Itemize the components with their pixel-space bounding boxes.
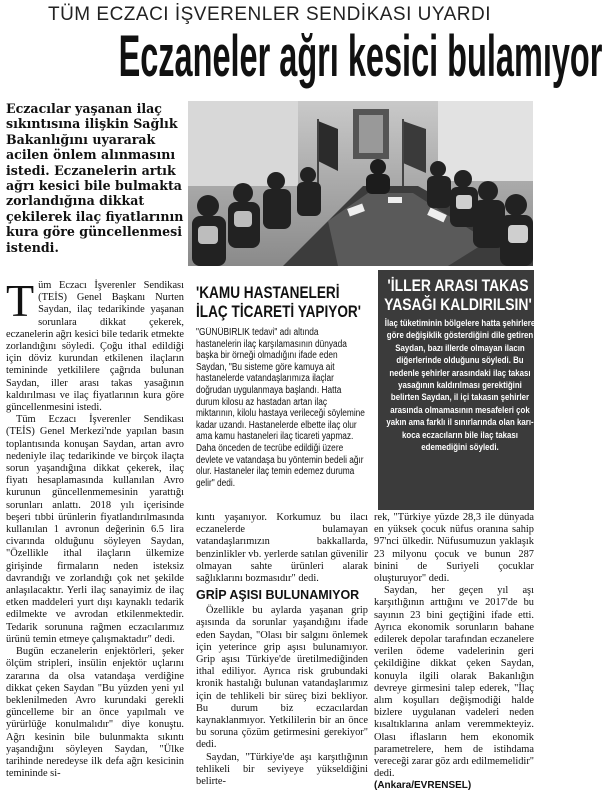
pull-quote: 'KAMU HASTANELERİ İLAÇ TİCARETİ YAPIYOR' [196, 283, 361, 321]
quote-box-hospitals [196, 283, 366, 489]
paragraph: Saydan, her geçen yıl aşı karşıtlığının arttığını ve 2017'de bu sayının 23 bini geçtiğini ifade etti. Ayrıca ekonomik sorunların bahane edilerek depolar tarafından eczanelere verilen ödeme vadelerinin geri çekildiğine dikkat çeken Saydan, konuyla ilgili olarak Bakanlığın devreye girmesini talep ederek, "İlaç alım koşulları değişmodiği halde bizlere uygulanan vadeleri neden kısaltıklarına anlam veremmekteyiz. Olası iflasların hem ekonomik parametrelere, hem de istihdama vereceği zarar göz ardı edilmemelidir" dedi. [374, 585, 535, 780]
paragraph: rek, "Türkiye yüzde 28,3 ile dünyada en yüksek çocuk nüfus oranına sahip 97'nci ülkedir. Nüfusumuzun yaklaşık 23 milyonu çocuk ve bunun 287 binini de Suriyeli çocuklar oluşturuyor" dedi. [374, 512, 534, 585]
spot-text: Eczacılar yaşanan ilaç sıkıntısına ilişkin Sağlık Bakanlığını uyararak acilen önlem alınmasını istedi. Eczanelerin artık ağrı kesici bile bulmakta zorlandığına dikkat çekilerek ilaç fiyatlarının kura göre güncellenmesi istendi. [6, 101, 184, 255]
article-column-3 [374, 512, 534, 793]
article-column-2 [196, 512, 368, 788]
paragraph: Bugün eczanelerin enjektörleri, şeker ölçüm stripleri, insülin enjektör uçlarını zararına da olsa vatandaşa verdiğine dikkat çeken Saydan "Bu yüzden yeni yıl beklenilmeden Avro kurundaki gerekli güncelleme bir an önce yapılmalı ve yürürlüğe konulmalıdır" diye konuştu. Ağrı kesinin bile bulunmakta sıkıntı yaşandığını söyleyen Saydan, "Ülke tarihinde neredeyse ilk defa ağrı kesicinin temininde si- [6, 646, 184, 780]
pull-quote-text: "GÜNÜBİRLİK tedavi" adı altında hastanelerin ilaç karşılamasının dünyada başka bir örneği olmadığını ifade eden Saydan, "Bu sisteme göre kamuya ait hastanelerde vatandaşlarımıza ilaçlar doğrudan uygulanmaya başlandı. Hatta durum kilosu az hastadan artan ilaç miktarının, kilolu hastaya verileceği söylemine kadar uzandı. Hastanelerde elbette ilaç olur ama kamu hastaneleri ilaç ticareti yapmaz. Daha önceden de tecrübe edildiği üzere devlete ve vatandaşa bu yöntemin bedeli ağır olur. Hastaneler ilaç temin edemez duruma gelir" dedi. [196, 327, 365, 489]
pull-quote: 'İLLER ARASI TAKAS YASAĞI KALDIRILSIN' [384, 276, 532, 314]
paragraph: kıntı yaşanıyor. Korkumuz bu ilacı eczanelerde bulamayan vatandaşlarımızın bakkallarda, benzinlikler vb. yerlerde satılan güvenilir olmayan sahte ürünleri alarak sağlıklarını bozmasıdır" dedi. [196, 512, 368, 585]
paragraph: Özellikle bu aylarda yaşanan grip aşısında da sorunlar yaşandığını ifade eden Saydan, "Olası bir salgını önlemek için yeterince grip aşısı bulunamıyor. Grip aşısı Türkiye'de üretilmediğinden ithal ediliyor. Ayrıca risk grubundaki kronik hastalığı bulunan vatandaşlarımız için de tehlikeli bir süreç bizi bekliyor. Bu durum biz eczacılardan kaynaklanmıyor. Yetkililerin bir an önce bu soruna çözüm getirmesini gerekiyor" dedi. [196, 605, 368, 751]
drop-cap: T [6, 275, 35, 326]
article-headline: Eczaneler ağrı kesici bulamıyor [118, 24, 602, 89]
article-column-1 [6, 275, 184, 780]
press-conference-photo [188, 101, 533, 266]
paragraph: Saydan, "Türkiye'de aşı karşıtlığının tehlikeli bir seviyeye yükseldiğini belirte- [196, 751, 368, 788]
quote-box-swap-ban [378, 270, 534, 510]
paragraph: üm Eczacı İşverenler Sendikası (TEİS) Genel Başkanı Nurten Saydan, ilaç tedarikinde yaşanan sorunlara dikkat çekerek, eczanelerin ağrı kesici bile tedarik etmekte zorlandığını söyledi. Çoğu ithal edildiği için döviz kurundan etkilenen ilaçların temininde yetkililere çağrıda bulunan Saydan, iller arası takas yasağının kaldırılması ve ilaç fiyatlarının kura göre güncellenmesini istedi. [6, 280, 184, 414]
article-kicker: TÜM ECZACI İŞVERENLER SENDİKASI UYARDI [47, 4, 492, 25]
section-subhead: GRİP AŞISI BULUNAMIYOR [196, 588, 360, 603]
paragraph: Tüm Eczacı İşverenler Sendikası (TEİS) Genel Merkezi'nde yapılan basın toplantısında konuşan Saydan, artan avro nedeniyle ilaç tedarikinde ve birçok ilaçta sorun yaşandığına dikkat çekerek, ilaç fiyatı hesaplamasında kullanılan Avro kurunun güncellenmemesinin yarattığı sorunları anlattı. 2018 yılı içerisinde beşeri tıbbi ürünlerin fiyatlandırılmasında kullanılan 1 avronun değerinin 6.5 lira civarında olduğunu söyleyen Saydan, "Özellikle ithal ilaçların ülkemize girişinde firmaların neden isteksiz davrandığı ve zorlandığı çok net şekilde anlaşılacaktır. Yerli ilaç sanayimiz de ilaç etken maddeleri yurt dışı kaynaklı tedarik edilmekte ve avrodan etkilenmektedir. Tedarik sorununa rağmen eczacılarımız ürünü temin etmeye çalışmaktadır" dedi. [6, 414, 184, 645]
byline-signature: (Ankara/EVRENSEL) [374, 780, 472, 792]
pull-quote-text: İlaç tüketiminin bölgelere hatta şehirlere göre değişiklik gösterdiğini dile getiren Saydan, bazı illerde olmayan ilacın diğerlerinde olduğunu söyledi. Bu nedenle şehirler arasındaki ilaç takası yasağının kaldırılması gerektiğini belirten Saydan, il içi takasın şehirler arasında olmamasının mesafeleri çok yakın ama farklı il sınırlarında olan karı-koca eczacıların bile ilaç takası edemediğini söyledi. [384, 318, 536, 454]
